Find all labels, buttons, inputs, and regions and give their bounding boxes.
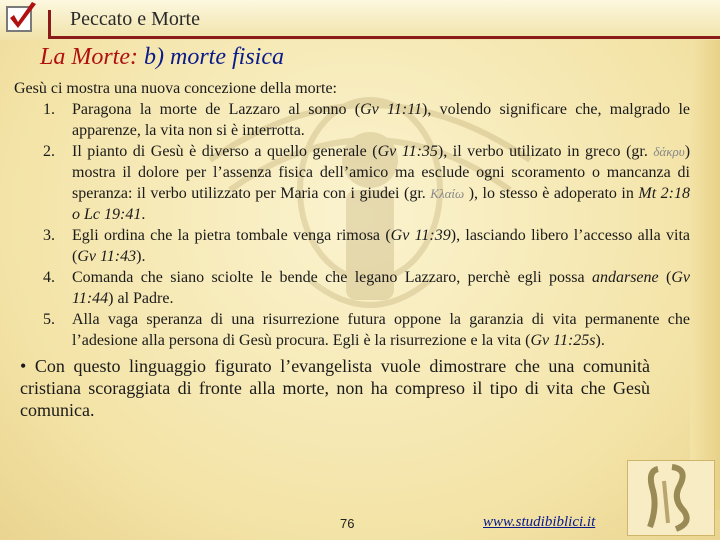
list-item (43, 309, 690, 351)
checkbox-logo (6, 6, 32, 32)
item-number: 3. (43, 227, 55, 244)
item-number: 1. (43, 101, 55, 118)
text: ) mostra il dolore per l’assenza fisica dell’amico ma esclude ogni scoramento o mancanza di speranza: il verbo utilizzato per Maria con i giudei (gr. (72, 143, 691, 202)
intro-text: Gesù ci mostra una nuova concezione della morte: (14, 80, 337, 97)
reference: Gv 11:11 (360, 101, 423, 118)
content (14, 78, 690, 421)
list-item (43, 99, 691, 141)
item-number: 2. (43, 143, 55, 160)
text: ), lo stesso è adoperato in (464, 185, 639, 202)
page-number: 76 (340, 516, 355, 531)
greek-word: δάκρυ (653, 144, 685, 159)
conclusion-bullet: • Con questo linguaggio figurato l’evangelista vuole dimostrare che una comunità cristiana scoraggiata di fronte alla morte, non ha compreso il tipo di vita che Gesù comunica. (20, 356, 650, 420)
side-gradient (690, 40, 720, 510)
slide-title-main: La Morte: (40, 44, 138, 70)
logo-box (627, 460, 715, 536)
list-item (43, 225, 691, 267)
slide-title (40, 44, 284, 71)
checkmark-icon (4, 0, 40, 36)
reference: Gv 11:25s (530, 332, 596, 349)
reference: Gv 11:43 (77, 248, 137, 265)
header-divider-vertical (48, 10, 51, 39)
points-list (14, 99, 690, 351)
site-link[interactable]: www.studibiblici.it (483, 514, 596, 530)
header-title: Peccato e Morte (70, 8, 200, 30)
reference: Mt 2:18 o Lc 19:41 (72, 185, 690, 223)
emphasis: andarsene (591, 269, 659, 286)
reference: Gv 11:39 (390, 227, 451, 244)
text: Comanda che siano sciolte le bende che legano Lazzaro, perchè egli possa (72, 269, 592, 286)
text: ), il verbo utilizato in greco (gr. (437, 143, 654, 160)
text: Alla vaga speranza di una risurrezione futura oppone la garanzia di vita permanente che l’adesione alla persona di Gesù procura. Egli è la risurrezione e la vita ( (72, 311, 690, 349)
item-number: 5. (43, 311, 55, 328)
studibiblici-logo-icon (628, 461, 714, 535)
header-divider (48, 36, 720, 39)
item-number: 4. (43, 269, 55, 286)
slide-title-sub: b) morte fisica (144, 44, 284, 70)
reference: Gv 11:44 (72, 269, 690, 307)
text: Egli ordina che la pietra tombale venga rimosa ( (72, 227, 391, 244)
text: Paragona la morte de Lazzaro al sonno ( (72, 101, 361, 118)
greek-word: Κλαίω (430, 186, 465, 201)
text: . (141, 206, 146, 223)
text: ), volendo significare che, malgrado le apparenze, la vita non si è interrotta. (72, 101, 691, 139)
text: ). (595, 332, 605, 349)
reference: Gv 11:35 (377, 143, 438, 160)
text: Il pianto di Gesù è diverso a quello generale ( (72, 143, 378, 160)
text: ) al Padre. (108, 290, 174, 307)
text: ( (658, 269, 672, 286)
list-item (43, 141, 691, 225)
text: ). (136, 248, 146, 265)
text: ), lasciando libero l’accesso alla vita ( (72, 227, 691, 265)
list-item (43, 267, 690, 309)
